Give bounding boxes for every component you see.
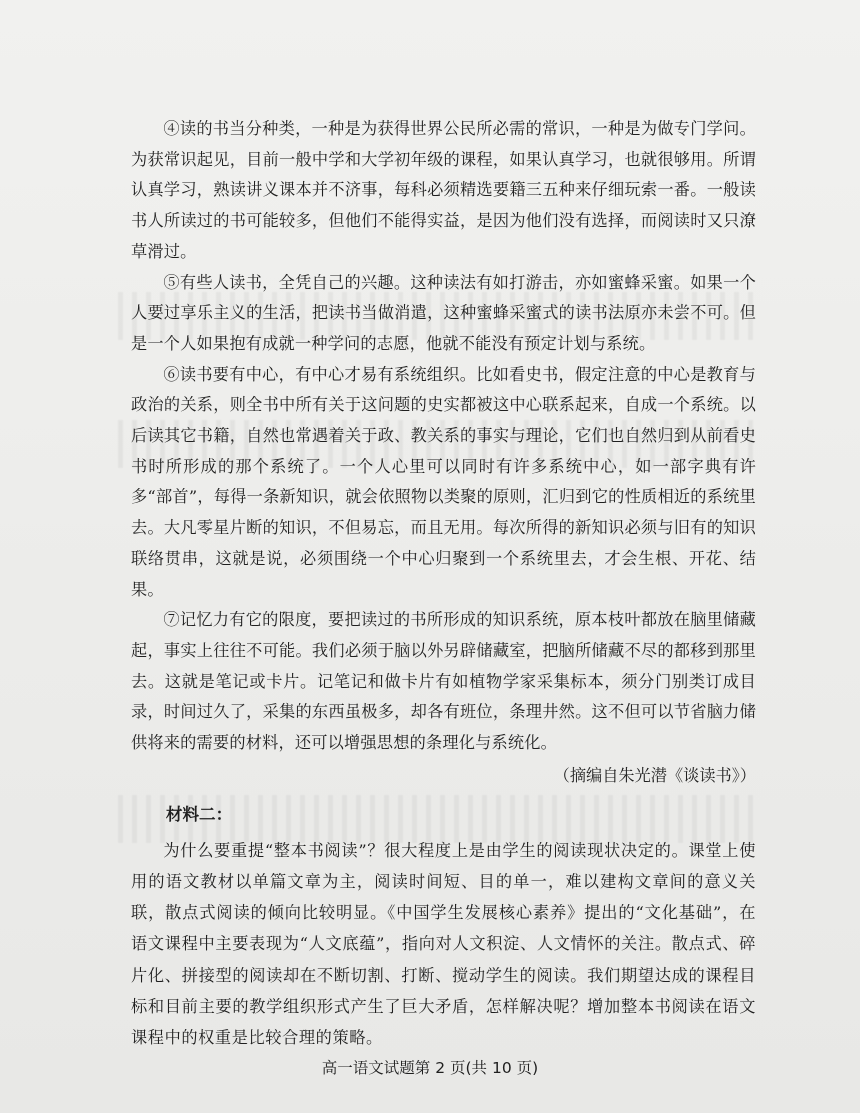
paragraph-6: ⑥读书要有中心，有中心才易有系统组织。比如看史书，假定注意的中心是教育与政治的关系，则全书中所有关于这问题的史实都被这中心联系起来，自成一个系统。以后读其它书籍，自然也常遇着关于政、教关系的事实与理论，它们也自然归到从前看史书时所形成的那个系统了。一个人心里可以同时有许多系统中心，如一部字典有许多“部首”，每得一条新知识，就会依照物以类聚的原则，汇归到它的性质相近的系统里去。大凡零星片断的知识，不但易忘，而且无用。每次所得的新知识必须与旧有的知识联络贯串，这就是说，必须围绕一个中心归聚到一个系统里去，才会生根、开花、结果。 [131, 364, 756, 599]
source-citation: （摘编自朱光潜《谈读书》） [553, 765, 756, 785]
page-footer: 高一语文试题第 2 页(共 10 页) [321, 1059, 539, 1077]
paragraph-4: ④读的书当分种类，一种是为获得世界公民所必需的常识，一种是为做专门学问。为获常识起见，目前一般中学和大学初年级的课程，如果认真学习，也就很够用。所谓认真学习，熟读讲义课本并不济事，每科必须精选要籍三五种来仔细玩索一番。一般读书人所读过的书可能较多，但他们不能得实益，是因为他们没有选择，而阅读时又只潦草滑过。 [131, 119, 756, 261]
material-2-paragraph: 为什么要重提“整本书阅读”？很大程度上是由学生的阅读现状决定的。课堂上使用的语文教材以单篇文章为主，阅读时间短、目的单一，难以建构文章间的意义关联，散点式阅读的倾向比较明显。《中国学生发展核心素养》提出的“文化基础”，在语文课程中主要表现为“人文底蕴”，指向对人文积淀、人文情怀的关注。散点式、碎片化、拼接型的阅读却在不断切割、打断、搅动学生的阅读。我们期望达成的课程目标和目前主要的教学组织形式产生了巨大矛盾，怎样解决呢？增加整本书阅读在语文课程中的权重是比较合理的策略。 [131, 840, 756, 1047]
page-content [131, 114, 756, 1053]
material-2-heading: 材料二： [165, 804, 233, 824]
paragraph-7: ⑦记忆力有它的限度，要把读过的书所形成的知识系统，原本枝叶都放在脑里储藏起，事实上往往不可能。我们必须于脑以外另辟储藏室，把脑所储藏不尽的都移到那里去。这就是笔记或卡片。记笔记和做卡片有如植物学家采集标本，须分门别类订成目录，时间过久了，采集的东西虽极多，却各有班位，条理井然。这不但可以节省脑力储供将来的需要的材料，还可以增强思想的条理化与系统化。 [131, 610, 756, 753]
paragraph-5: ⑤有些人读书，全凭自己的兴趣。这种读法有如打游击，亦如蜜蜂采蜜。如果一个人要过享乐主义的生活，把读书当做消遣，这种蜜蜂采蜜式的读书法原亦未尝不可。但是一个人如果抱有成就一种学问的志愿，他就不能没有预定计划与系统。 [131, 272, 756, 353]
